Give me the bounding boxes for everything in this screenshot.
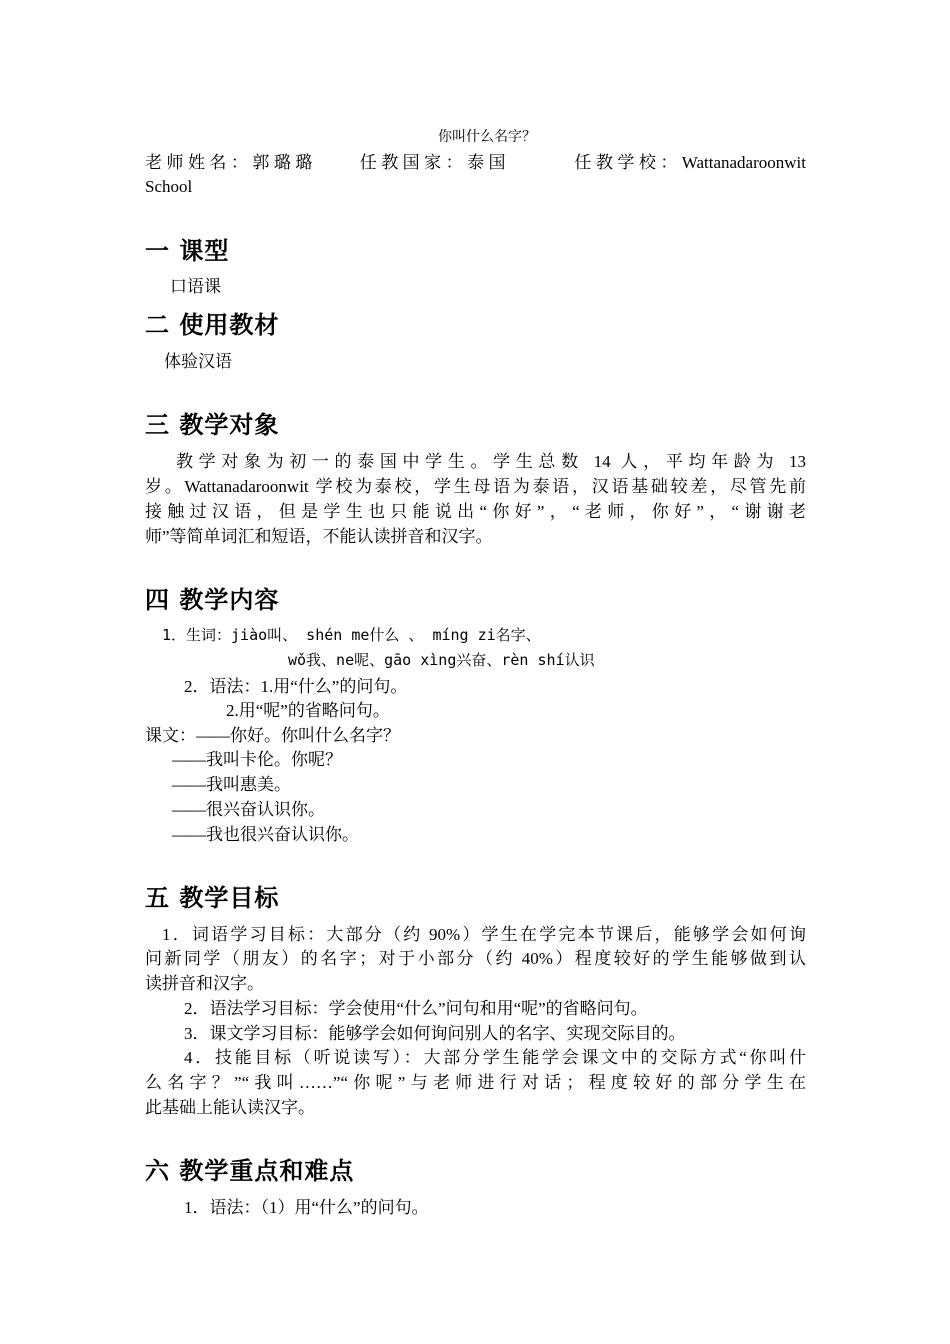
grammar-line: 2.用“呢”的省略问句。 (226, 701, 390, 720)
section-heading-students: 三 教学对象 (145, 411, 280, 439)
goals-line: 4．技能目标（听说读写）：大部分学生能学会课文中的交际方式“你叫什 (184, 1048, 806, 1067)
section-heading-goals: 五 教学目标 (145, 884, 280, 912)
section-heading-textbook: 二 使用教材 (145, 311, 280, 339)
teacher-info-line: 老师姓名：郭璐璐 任教国家：泰国 任教学校：Wattanadaroonwit (145, 153, 806, 172)
grammar-line: 2．语法：1.用“什么”的问句。 (184, 677, 408, 696)
section-heading-key-points: 六 教学重点和难点 (145, 1157, 355, 1185)
dialogue-line: ——我也很兴奋认识你。 (172, 825, 359, 844)
text-label-line: 课文：——你好。你叫什么名字？ (145, 726, 400, 745)
section-heading-content: 四 教学内容 (145, 586, 280, 614)
key-points-line: 1．语法：（1）用“什么”的问句。 (184, 1198, 429, 1217)
dialogue-line: ——我叫惠美。 (172, 775, 291, 794)
dialogue-line: ——我叫卡伦。你呢？ (172, 750, 342, 769)
goals-line: 此基础上能认读汉字。 (145, 1098, 315, 1117)
section-heading-course-type: 一 课型 (145, 237, 230, 265)
goals-line: 2．语法学习目标：学会使用“什么”问句和用“呢”的省略问句。 (184, 999, 648, 1018)
goals-line: 读拼音和汉字。 (145, 974, 264, 993)
students-paragraph-line: 岁。Wattanadaroonwit 学校为泰校，学生母语为泰语，汉语基础较差，尽管先前 (145, 477, 806, 496)
goals-line: 么名字？”“我叫……”“你呢”与老师进行对话；程度较好的部分学生在 (145, 1073, 806, 1092)
goals-line: 3．课文学习目标：能够学会如何询问别人的名字、实现交际目的。 (184, 1024, 686, 1043)
students-paragraph-line: 接触过汉语，但是学生也只能说出“你好”，“老师，你好”，“谢谢老 (145, 502, 806, 521)
vocab-line: wǒ我、ne呢、gāo xìng兴奋、rèn shí认识 (288, 651, 595, 669)
dialogue-line: ——很兴奋认识你。 (172, 800, 325, 819)
vocab-line: 1．生词：jiào叫、 shén me什么 、 míng zi名字、 (162, 626, 541, 644)
teacher-info-line-2: School (145, 177, 193, 196)
textbook-text: 体验汉语 (164, 352, 232, 371)
course-type-text: 口语课 (170, 277, 221, 296)
goals-line: 问新同学（朋友）的名字；对于小部分（约 40%）程度较好的学生能够做到认 (145, 949, 806, 968)
doc-title: 你叫什么名字？ (438, 130, 536, 145)
students-paragraph-line: 教学对象为初一的泰国中学生。学生总数 14 人，平均年龄为 13 (176, 452, 806, 471)
goals-line: 1．词语学习目标：大部分（约 90%）学生在学完本节课后，能够学会如何询 (162, 925, 806, 944)
students-paragraph-line: 师”等简单词汇和短语，不能认读拼音和汉字。 (145, 527, 493, 546)
